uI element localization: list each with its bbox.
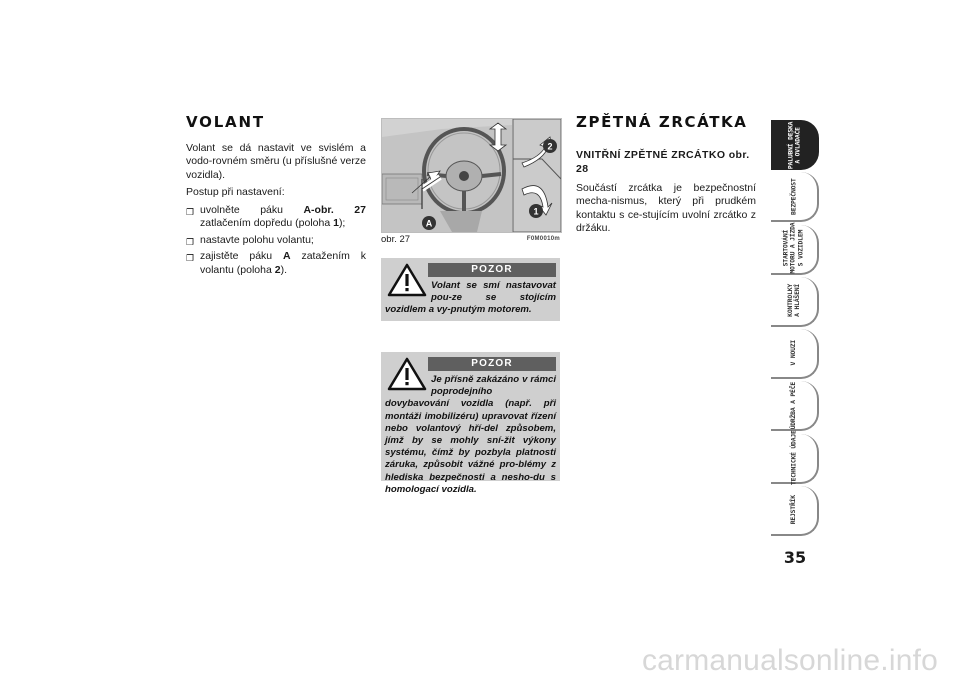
checkbox-bullet-icon: ❐ (186, 206, 195, 217)
section-title-volant: VOLANT (186, 113, 265, 131)
mirror-paragraph: Součástí zrcátka je bezpečnostní mecha-nismus, který při prudkém kontaktu s ce-stujícím uvolní zrcátko z držáku. (576, 181, 756, 234)
tab-rejstrik[interactable]: REJSTŘÍK (771, 486, 819, 536)
watermark-link[interactable]: carmanualsonline.info (641, 644, 938, 677)
checkbox-bullet-icon: ❐ (186, 253, 195, 263)
steering-wheel-drawing (382, 119, 561, 232)
checkbox-bullet-icon: ❐ (186, 236, 195, 247)
callout-1-label: 1 (533, 206, 539, 217)
tab-udrzba[interactable]: ÚDRŽBA A PÉČE (771, 381, 819, 431)
warning-triangle-icon (387, 263, 427, 297)
section-title-mirrors: ZPĚTNÁ ZRCÁTKA (576, 113, 748, 131)
figure-caption (381, 234, 560, 245)
steps-list (186, 204, 366, 278)
warning-text: Volant se smí nastavovat pou-ze se stojícím vozidlem a vy-pnutým motorem. (385, 280, 556, 316)
chapter-tabs (771, 120, 821, 538)
tab-bezpecnost[interactable]: BEZPEČNOST (771, 172, 819, 222)
list-item: ❐ zajistěte páku A zatažením k volantu (poloha 2). (186, 250, 366, 276)
warning-text: Je přísně zakázáno v rámci poprodejního dovybavování vozidla (např. při montáži imobilizéru) upravovat řízení nebo volantový hří-del způsobem, jímž by se mohly sní-žit výkony systému, čímž by pozbyla platnosti záruka, způsobit vážné pro-blémy z hlediska bezpečnosti a nesho-du s homologací vozidla. (385, 374, 556, 495)
figure-label: obr. 27 (381, 234, 411, 245)
steering-section (186, 113, 366, 280)
procedure-label: Postup při nastavení: (186, 186, 285, 198)
list-item: ❐ nastavte polohu volantu; (186, 234, 366, 248)
subsection-title-interior-mirror: VNITŘNÍ ZPĚTNÉ ZRCÁTKO obr. 28 (576, 148, 750, 175)
footer (0, 640, 960, 679)
warning-triangle-icon (387, 357, 427, 391)
tab-kontrolky[interactable]: KONTROLKY A HLÁŠENÍ (771, 277, 819, 327)
callout-2-label: 2 (547, 141, 553, 152)
steering-wheel-illustration (381, 118, 562, 233)
intro-paragraph: Volant se dá nastavit ve svislém a vodo-rovném směru (u příslušné verze vozidla). (186, 141, 366, 181)
tab-palubni-deska[interactable]: PALUBNÍ DESKA A OVLADAČE (771, 120, 819, 170)
page-number: 35 (783, 548, 807, 567)
warning-heading: POZOR (428, 357, 556, 371)
mirrors-section (576, 113, 756, 240)
callout-a-label: A (425, 218, 433, 229)
warning-box-1 (381, 258, 560, 321)
warning-heading: POZOR (428, 263, 556, 277)
tab-startovani[interactable]: STARTOVÁNÍ MOTORU A JÍZDA S VOZIDLEM (771, 225, 819, 275)
list-item: ❐ uvolněte páku A-obr. 27 zatlačením dopředu (poloha 1); (186, 203, 366, 229)
warning-box-2 (381, 352, 560, 495)
figure-code: F0M0010m (526, 236, 560, 242)
tab-v-nouzi[interactable]: V NOUZI (771, 329, 819, 379)
tab-technicke-udaje[interactable]: TECHNICKÉ ÚDAJE (771, 434, 819, 484)
